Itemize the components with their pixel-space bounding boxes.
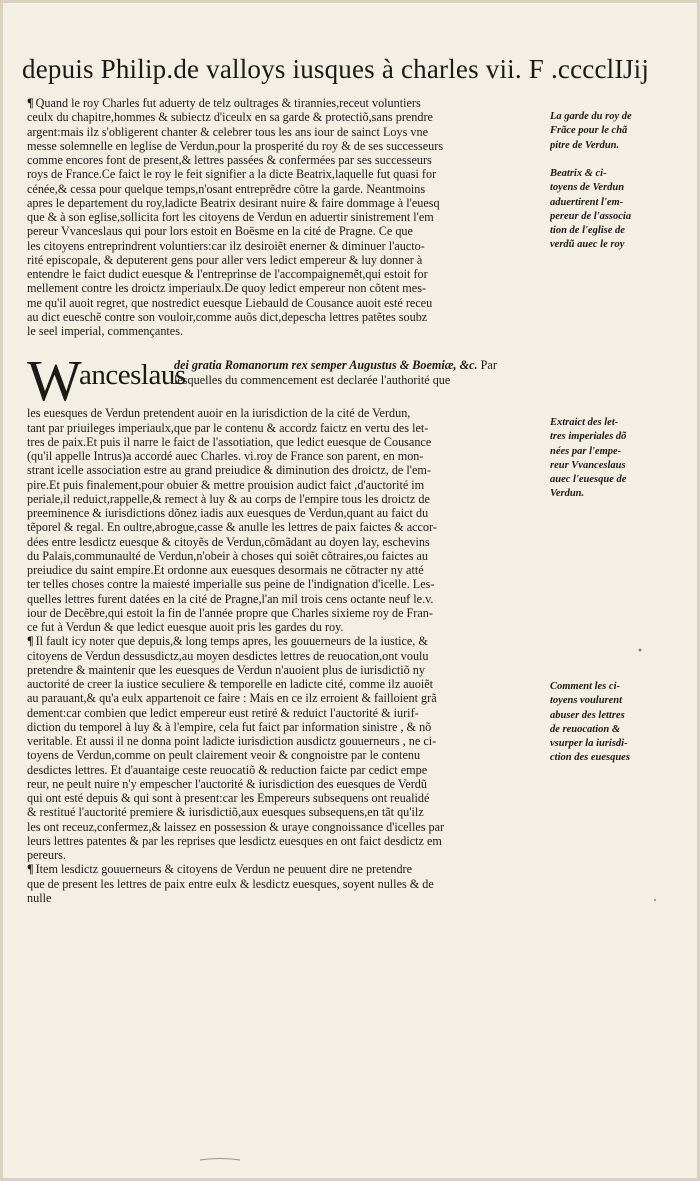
- margin-note-2-text: reur Vvanceslaus: [550, 459, 626, 471]
- paragraph-2-text: preiudice du saint empire.Et ordonne aux euesques desormais ne cõtracter ny atté: [27, 563, 424, 577]
- paragraph-2-text: tant par priuileges imperiaulx,que par le contenu & accordz faictz en vertu des let-: [27, 420, 429, 435]
- paragraph-3-text: qui ont esté depuis & qui sont à present:car les Empereurs subsequens ont reualidé: [27, 791, 430, 805]
- paragraph-1-text: rité episcopale, & deputerent gens pour aller vers ledict empereur & luy donner à: [27, 252, 423, 267]
- paragraph-3-text: Il fault icy noter que depuis,& long temps apres, les gouuerneurs de la iustice, &: [35, 634, 428, 649]
- paragraph-1-text: que & à son eglise,sollicita fort les citoyens de Verdun en aduertir sinistrement l'em: [27, 210, 434, 224]
- paragraph-1-text: Quand le roy Charles fut aduerty de telz oultrages & tirannies,receut voluntiers: [35, 96, 421, 110]
- paragraph-3-text: citoyens de Verdun dessusdictz,au moyen desdictes lettres de reuocation,ont voulu: [27, 648, 429, 663]
- paragraph-3-text: & restitué l'auctorité premiere & iurisdictiõ,aux euesques subsequens,en tãt qu'ilz: [27, 805, 424, 820]
- pilcrow-icon: ¶: [27, 634, 34, 649]
- drop-cap-word: anceslaus: [79, 359, 186, 392]
- paragraph-1-text: au dict eueschẽ contre son vouloir,comme auõs dict,depescha lettres patẽtes soubz: [27, 309, 428, 324]
- paragraph-3-text: auctorité de creer la iustice seculiere & temporelle en ladicte cité, comme ilz auoiẽt: [27, 677, 434, 691]
- margin-note-3-text: ction des euesques: [550, 752, 630, 764]
- margin-note-2-text: Extraict des let-: [550, 417, 619, 428]
- paragraph-1-text: comme encores font de present,& lettres passées & confermées par ses successeurs: [27, 153, 432, 167]
- paragraph-1-text: ceulx du chapitre,hommes & subiectz d'iceulx en sa garde & protectiõ,sans prendre: [27, 110, 433, 125]
- paragraph-2-text: strant icelle association estre au grand preiudice & diminution des droictz, de l'em-: [27, 463, 431, 478]
- paragraph-3-text: les ont receuz,confermez,& laissez en possession & uraye congnoissance d'icelles par: [27, 819, 445, 834]
- drop-cap-initial: W: [27, 348, 82, 414]
- paragraph-1-text: entendre le faict dudict euesque & l'entreprinse de l'accompaignemẽt,qui estoit for: [27, 267, 428, 281]
- paragraph-1-text: apres le departement du roy,ladicte Beatrix desirant nuire & faire dommage à l'euesq: [27, 195, 440, 210]
- margin-note-3-text: toyens voulurent: [550, 695, 623, 707]
- latin-title: dei gratia Romanorum rex semper Augustus & Boemiæ, &c.: [174, 358, 478, 373]
- paragraph-4-text: que de present les lettres de paix entre eulx & lesdictz euesques, soyent nulles & de: [27, 876, 434, 891]
- paragraph-1-text: argent:mais ilz s'obligerent chanter & celebrer tous les ans iour de sainct Loys vne: [27, 124, 428, 139]
- paragraph-3-text: toyens de Verdun,comme on peult clairement veoir & congnoistre par le contenu: [27, 748, 421, 763]
- paragraph-2-text: du Palais,communaulté de Verdun,n'obeir à choses qui soiẽt cõtraires,ou faictes au: [27, 548, 428, 563]
- paragraph-2-text: dées entre lesdictz euesque & citoyẽs de Verdun,cõmãdant au doyen lay, eschevins: [27, 534, 430, 549]
- margin-note-2-text: Verdun.: [550, 488, 585, 500]
- margin-note-2-text: tres imperiales dõ: [550, 431, 627, 443]
- paragraph-2-text: tres de paix.Et puis il narre le faict de l'assotiation, que ledict euesque de Cousance: [27, 434, 432, 449]
- paragraph-1-text: messe solemnelle en leglise de Verdun,pour la prosperité du roy & de ses successeurs: [27, 138, 444, 153]
- margin-note-3-text: de reuocation &: [550, 723, 620, 735]
- paragraph-3-text: pereurs.: [27, 848, 66, 862]
- paragraph-2-text: periale,il reduict,rappelle,& remect à luy & au corps de l'empire tous les droictz de: [27, 491, 430, 506]
- pilcrow-icon: ¶: [27, 862, 34, 877]
- drop-line-2: lesquelles du commencement est declarée l'authorité que: [174, 372, 451, 387]
- drop-line-rest: Par: [477, 358, 497, 373]
- paragraph-1-text: mellement contre les droictz imperiaulx.De quoy ledict empereur non cõtent mes-: [27, 281, 426, 296]
- paragraph-1-text: pereur Vvanceslaus qui pour lors estoit en Boësme en la cité de Pragne. Ce que: [27, 224, 413, 239]
- paragraph-2-text: ce fut à Verdun & que ledict euesque auoit pris les gardes du roy.: [27, 620, 344, 634]
- margin-note-3-text: Comment les ci-: [550, 681, 620, 692]
- paragraph-3-text: veritable. Et aussi il ne donna point ladicte iurisdiction ausdictz gouuerneurs , ne ci-: [27, 734, 437, 748]
- margin-note-1-text: aduertirent l'em-: [550, 196, 624, 208]
- header-title: depuis Philip.de valloys iusques à charles vii. F .cccclĲij: [22, 54, 650, 84]
- paragraph-1-text: roys de France.Ce faict le roy le feit signifier a la dicte Beatrix,laquelle fut quasi for: [27, 167, 437, 182]
- margin-note-1-text: tion de l'eglise de: [550, 225, 625, 236]
- paragraph-2-text: iour de Decẽbre,qui estoit la fin de l'année propre que Charles sixieme roy de Fran-: [27, 605, 433, 620]
- paragraph-4-text: nulle: [27, 890, 52, 905]
- margin-note-2-text: nées par l'empe-: [550, 445, 622, 457]
- paragraph-2-text: quelles lettres furent datées en la cité de Pragne,l'an mil trois cens octante neuf le.v.: [27, 591, 434, 606]
- margin-note-3-text: vsurper la iurisdi-: [550, 738, 628, 749]
- paragraph-4-text: Item lesdictz gouuerneurs & citoyens de Verdun ne peuuent dire ne pretendre: [35, 862, 413, 877]
- margin-note-1-text: pereur de l'associa: [550, 210, 632, 222]
- paragraph-3-text: au parauant,& qu'a eulx appartenoit ce faire : Mais en ce ilz erroient & failloient grã: [27, 691, 437, 706]
- paragraph-2-text: pire.Et puis finalement,pour obuier & mettre prouision audict faict ,d'auctorité im: [27, 477, 425, 492]
- margin-note-1-text: pitre de Verdun.: [550, 139, 620, 151]
- paragraph-2-text: tẽporel & regal. En oultre,abrogue,casse & anulle les lettres de paix faictes & accor-: [27, 520, 437, 535]
- paragraph-3-text: reur, ne peult nuire n'y empescher l'auctorité & iurisdiction des euesques de Verdũ: [27, 776, 427, 791]
- margin-note-1-text: Frãce pour le chã: [550, 125, 628, 137]
- paragraph-3-text: dement:car combien que ledict empereur eust retiré & reduict l'auctorité & iurif-: [27, 705, 419, 720]
- paragraph-3-text: leurs lettres patentes & par les reprises que lesdictz euesques en ont faict desdictz em: [27, 833, 442, 848]
- margin-note-2-text: auec l'euesque de: [550, 474, 627, 485]
- paragraph-3-text: pretendre & maintenir que les euesques de Verdun n'auoient plus de iurisdictiõ ny: [27, 662, 425, 677]
- margin-note-1-text: Beatrix & ci-: [550, 168, 607, 179]
- paragraph-2-text: preeminence & iurisdictions dõnez iadis aux euesques de Verdun,quant au faict du: [27, 506, 429, 520]
- pilcrow-icon: ¶: [27, 96, 34, 110]
- margin-note-1-text: toyens de Verdun: [550, 182, 625, 194]
- paragraph-1-text: le seel imperial, commençantes.: [27, 324, 184, 338]
- paragraph-2-text: (qu'il appelle Intrus)a accordé auec Charles. vi.roy de France son parent, en mon-: [27, 449, 424, 463]
- margin-note-1-text: La garde du roy de: [550, 111, 632, 122]
- paragraph-1-text: cénée,& cessa pour quelque temps,n'osant entreprẽdre cõtre la garde. Neantmoins: [27, 181, 426, 196]
- paragraph-3-text: desdictes lettres. Et d'auantaige ceste reuocatiõ & reduction faicte par cedict empe: [27, 762, 428, 777]
- paragraph-1-text: les citoyens entreprindrent voluntiers:car ilz desiroiẽt enerner & diminuer l'aucto-: [27, 238, 425, 253]
- margin-note-3-text: abuser des lettres: [550, 709, 625, 721]
- paragraph-2-text: ter telles choses contre la maiesté imperialle sus peine de l'indignation d'icelle. Les-: [27, 577, 435, 592]
- paragraph-2-text: les euesques de Verdun pretendent auoir en la iurisdiction de la cité de Verdun,: [27, 406, 411, 421]
- paragraph-1-text: me qu'il auoit regret, que nostredict euesque Liebauld de Cousance auoit esté receu: [27, 295, 433, 310]
- margin-note-1-text: verdũ auec le roy: [550, 239, 625, 251]
- paragraph-3-text: diction du temporel à luy & à l'empire, cela fut faict par information sinistre , & nõ: [27, 719, 432, 734]
